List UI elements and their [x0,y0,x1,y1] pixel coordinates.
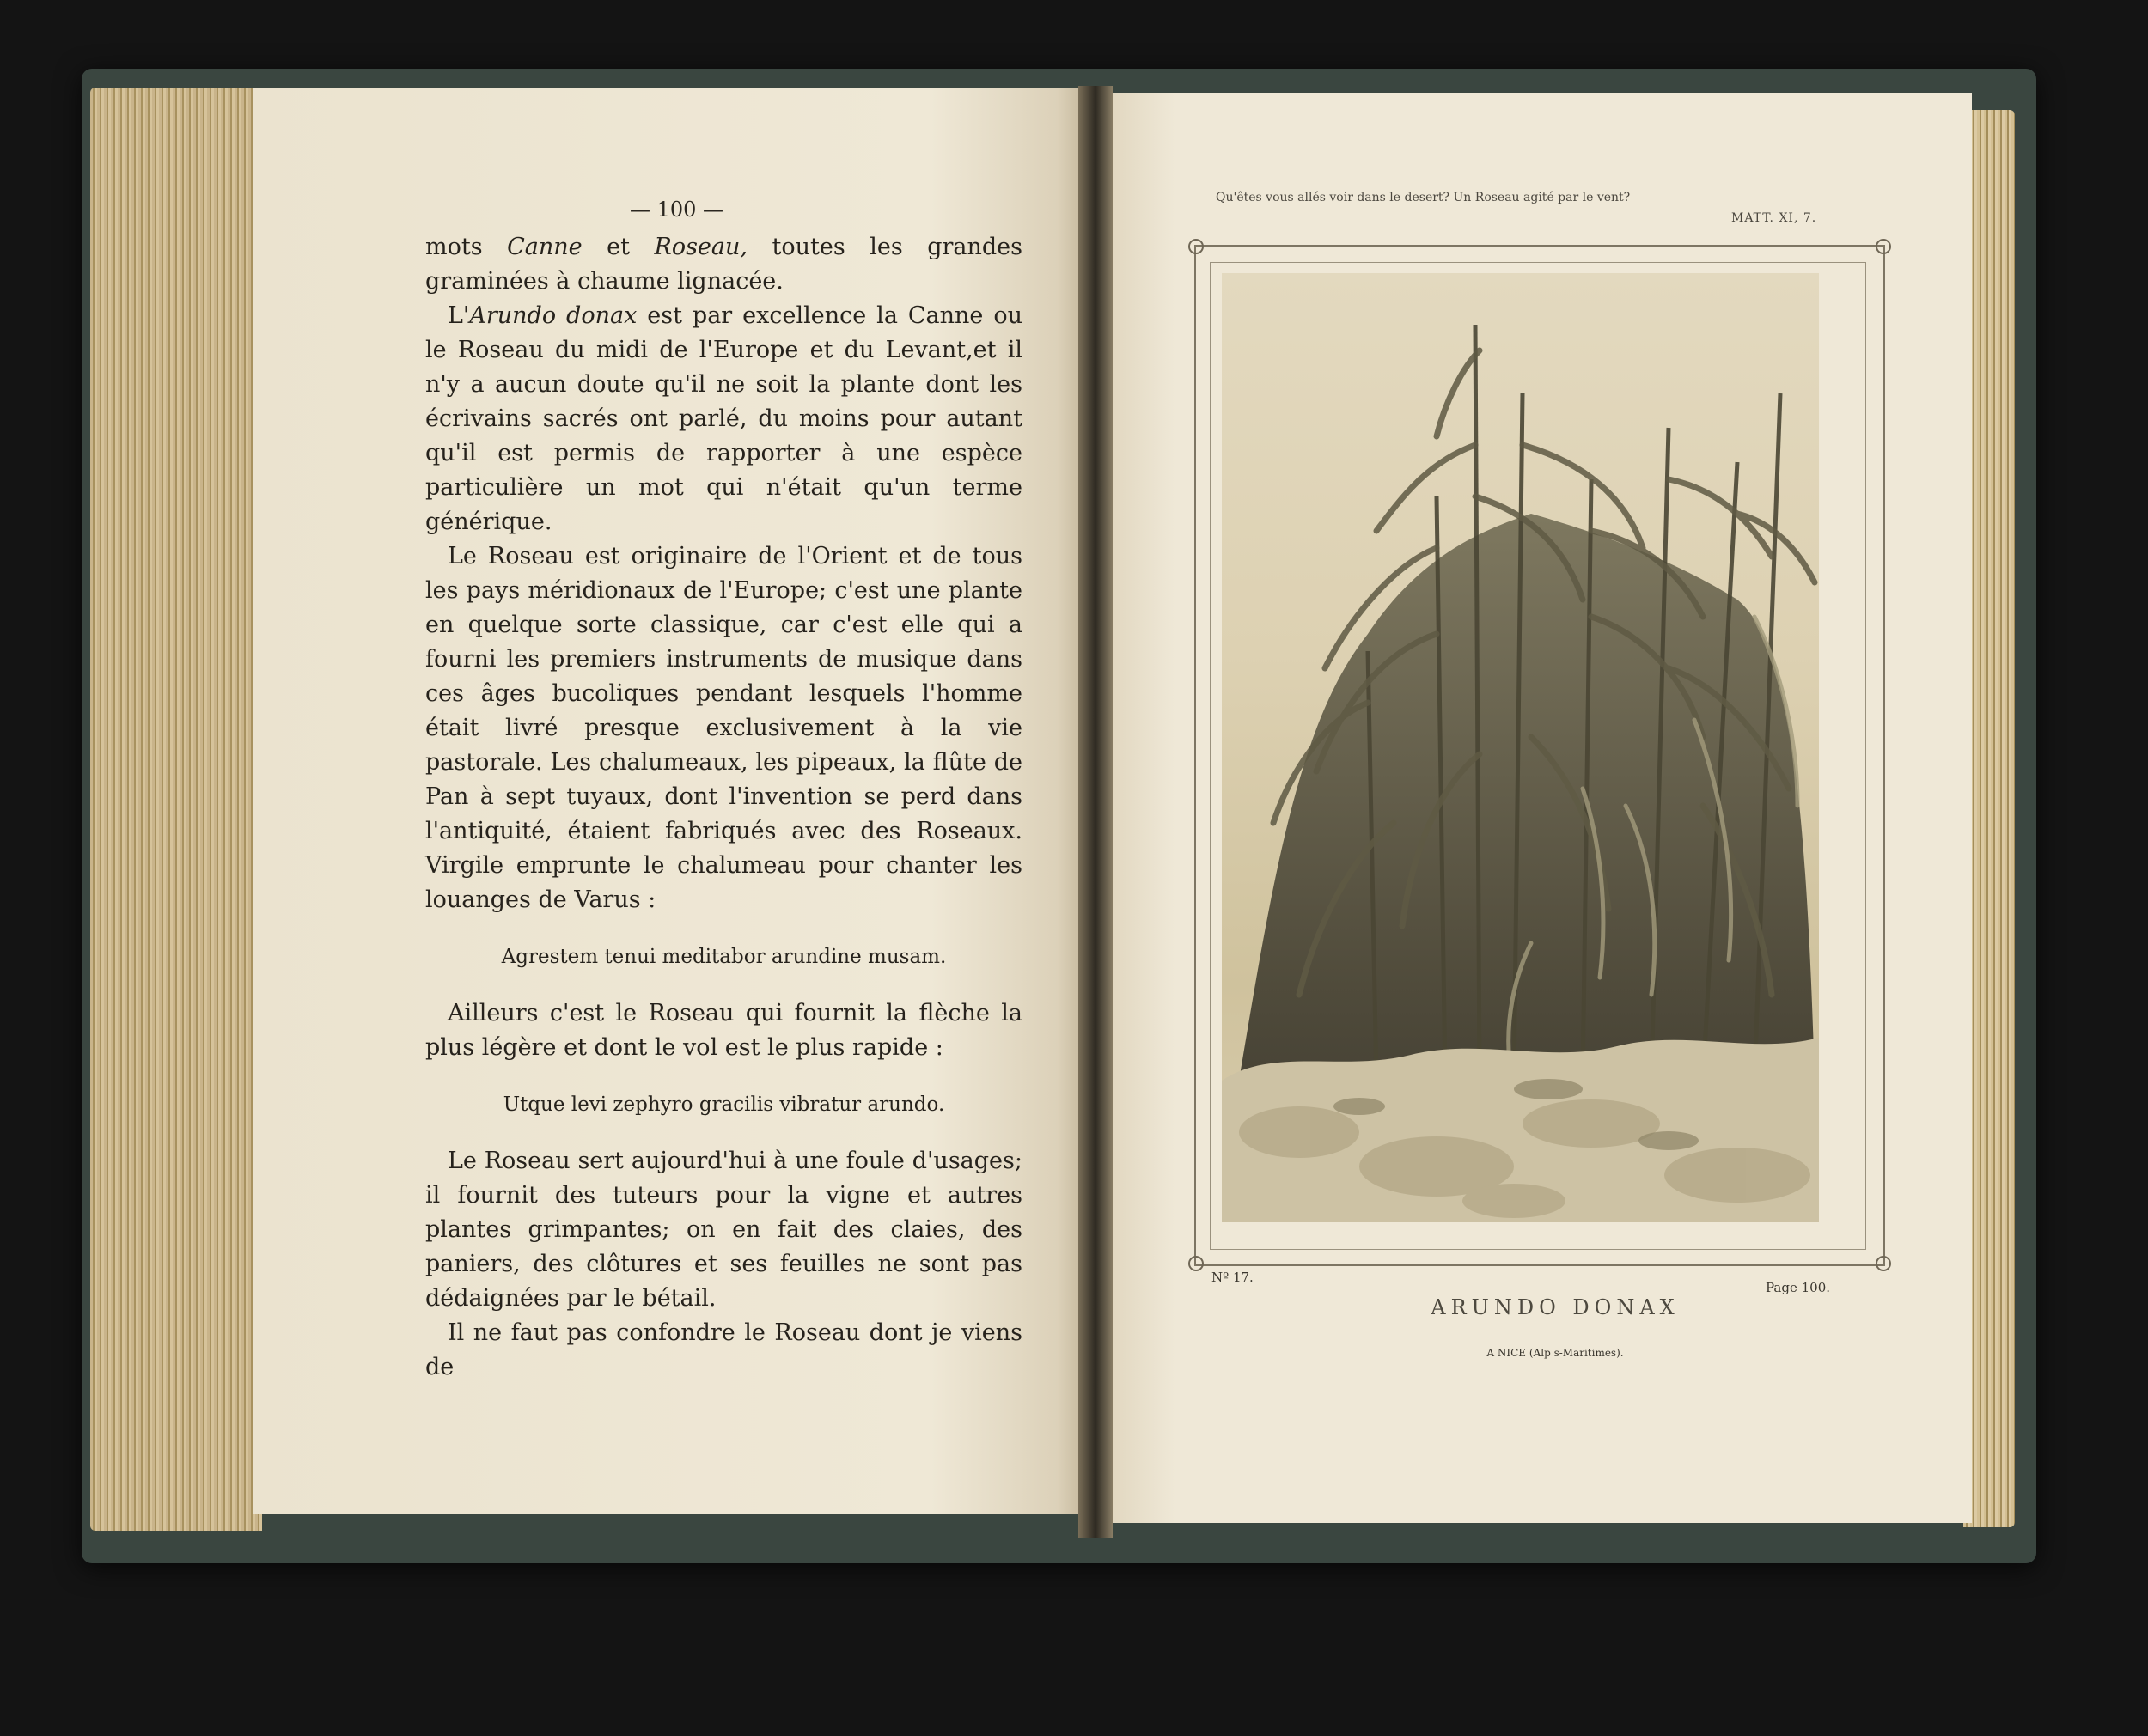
paragraph-1 [425,230,1022,299]
paragraph-5: Le Roseau sert aujourd'hui à une foule d'usages; il fournit des tuteurs pour la vigne et autres plantes grimpantes; on en fait des claies, des paniers, des clôtures et ses feuilles ne sont pas dédaignées par le bétail. [425,1148,1022,1312]
paragraph-6: Il ne faut pas confondre le Roseau dont je viens de [425,1319,1022,1380]
frame-ornament [1188,1256,1204,1271]
epigraph: Qu'êtes vous allés voir dans le desert? Un Roseau agité par le vent? [1216,191,1631,204]
italic-arundo-donax: Arundo donax [469,302,638,329]
italic-roseau: Roseau, [654,234,748,260]
plate-location: A NICE (Alp s-Maritimes). [1486,1347,1624,1359]
plate-title: ARUNDO DONAX [1431,1295,1680,1319]
plate-number: Nº 17. [1211,1270,1254,1285]
text-run: est par excellence la Canne ou le Roseau du midi de l'Europe et du Levant,et il n'y a aucun doute qu'il ne soit la plante dont les écrivains sacrés ont parlé, du moins pour autant qu'il est permis de rapporter à une espèce particulière un mot qui n'était qu'un terme générique. [425,302,1023,535]
page-number-container [253,0,1100,258]
reed-photograph [1222,273,1819,1222]
reed-illustration [1222,273,1819,1222]
frame-ornament [1876,1256,1891,1271]
page-number: — 100 — [629,198,724,222]
frame-ornament [1876,239,1891,254]
left-page-body [425,230,1022,1385]
text-run: et [582,234,655,260]
latin-quote-1: Agrestem tenui meditabor arundine musam. [501,946,947,968]
left-page-edges [90,88,262,1531]
latin-quote-2: Utque levi zephyro gracilis vibratur arundo. [503,1093,945,1116]
paragraph-2 [425,299,1022,539]
page-reference: Page 100. [1766,1280,1831,1295]
text-run: toutes les grandes graminées à chaume lignacée. [425,234,1022,295]
italic-canne: Canne [507,234,583,260]
text-run: mots [425,234,508,260]
epigraph-source: MATT. XI, 7. [1731,211,1817,225]
paragraph-4: Ailleurs c'est le Roseau qui fournit la flèche la plus légère et dont le vol est le plus rapide : [425,1000,1022,1061]
frame-ornament [1188,239,1204,254]
text-run: L' [448,302,470,329]
book-gutter [1078,86,1113,1538]
paragraph-3: Le Roseau est originaire de l'Orient et de tous les pays méridionaux de l'Europe; c'est une plante en quelque sorte classique, car c'est elle qui a fourni les premiers instruments de musique dans ces âges bucoliques pendant lesquels l'homme était livré presque exclusivement à la vie pastorale. Les chalumeaux, les pipeaux, la flûte de Pan à sept tuyaux, dont l'invention se perd dans l'antiquité, étaient fabriqués avec des Roseaux. Virgile emprunte le chalumeau pour chanter les louanges de Varus : [425,543,1022,913]
